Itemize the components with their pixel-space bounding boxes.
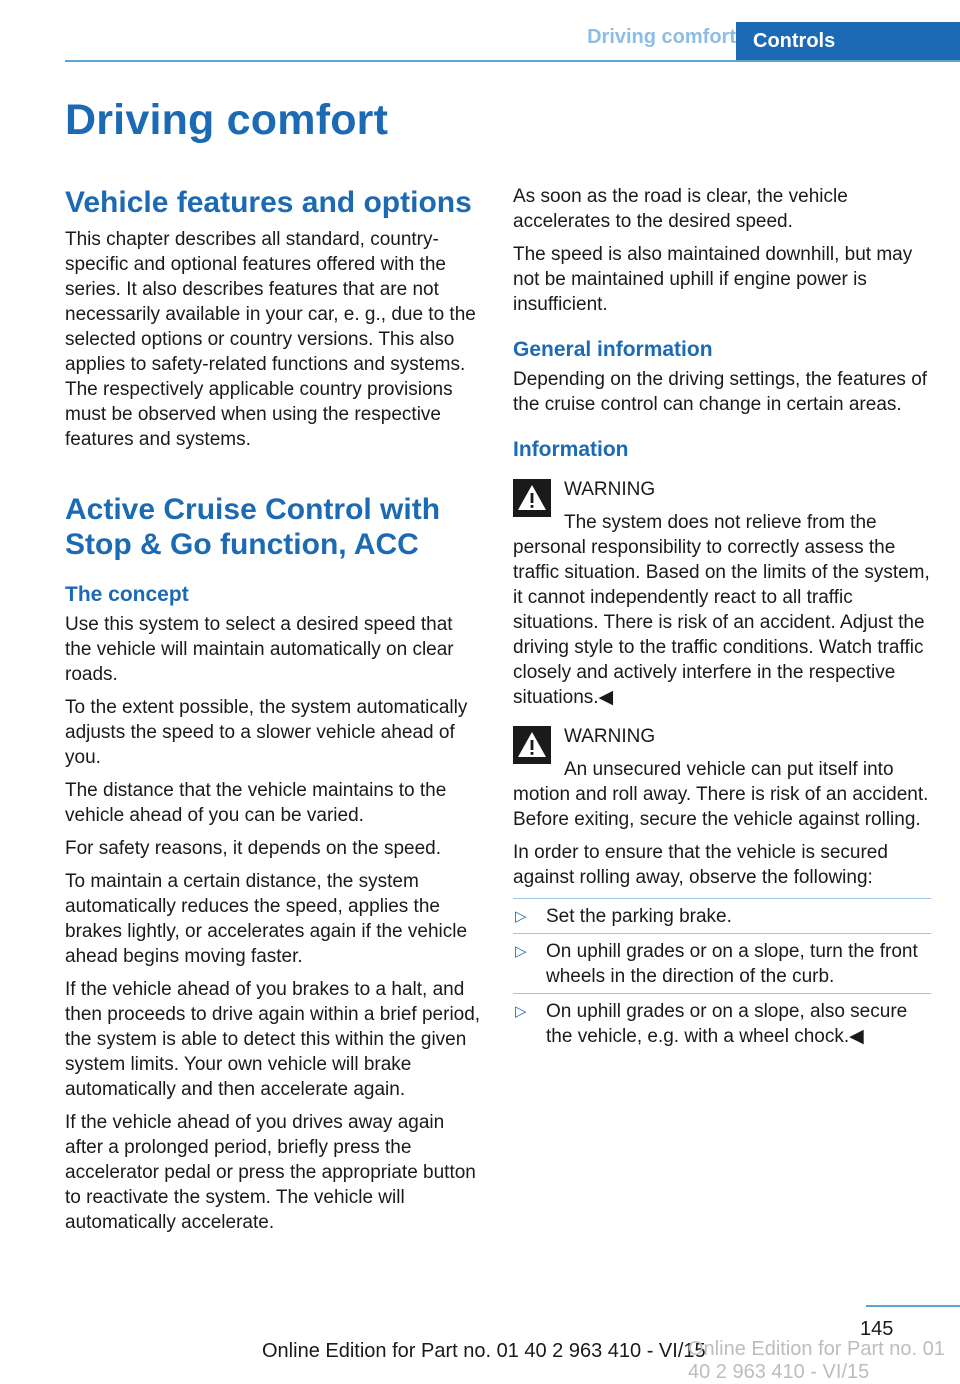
warning-text: The system does not relieve from the personal responsibility to correctly assess the traffic situation. Based on the limits of the system, it cannot independently react to all traffic situations. There is risk of an accident. Adjust the driving style to the traffic conditions. Watch traffic closely and actively interfere in the respective situations.◀ — [513, 512, 930, 708]
body-paragraph: The speed is also maintained downhill, but may not be maintained uphill if engine power is insufficient. — [513, 244, 913, 315]
list-item-text: Set the parking brake. — [546, 906, 732, 927]
warning-text: An unsecured vehicle can put itself into motion and roll away. There is risk of an accident. Before exiting, secure the vehicle against rolling. — [513, 759, 929, 830]
securing-steps-list — [513, 898, 931, 1053]
footer-rule — [866, 1305, 960, 1307]
warning-block — [513, 477, 931, 710]
warning-icon — [513, 479, 551, 517]
list-item — [513, 898, 931, 933]
concept-paragraph: To maintain a certain distance, the system automatically reduces the speed, applies the brakes lightly, or accelerates again if the vehicle ahead begins moving faster. — [65, 871, 468, 967]
information-heading: Information — [513, 438, 629, 461]
general-information-heading: General information — [513, 338, 713, 361]
right-column — [513, 184, 931, 1053]
triangle-bullet-icon: ▷ — [515, 908, 527, 925]
general-information-text: Depending on the driving settings, the features of the cruise control can change in certain areas. — [513, 369, 928, 415]
watermark: Online Edition for Part no. 01 40 2 963 410 - VI/15 — [688, 1338, 945, 1383]
warning-icon — [513, 726, 551, 764]
page-number: 145 — [860, 1318, 894, 1340]
concept-heading: The concept — [65, 583, 189, 606]
concept-paragraph: The distance that the vehicle maintains to the vehicle ahead of you can be varied. — [65, 780, 447, 826]
concept-paragraph: To the extent possible, the system automatically adjusts the speed to a slower vehicle ahead of you. — [65, 697, 468, 768]
page-header — [0, 0, 960, 62]
concept-paragraph: If the vehicle ahead of you brakes to a halt, and then proceeds to drive again within a brief period, the system is able to detect this within the given system limits. Your own vehicle will brake automatically and then accelerate again. — [65, 979, 481, 1100]
concept-paragraph: If the vehicle ahead of you drives away again after a prolonged period, briefly press the accelerator pedal or press the appropriate button to reactivate the system. The vehicle will automatically accelerate. — [65, 1112, 476, 1233]
warning-block — [513, 724, 931, 832]
secure-intro-text: In order to ensure that the vehicle is secured against rolling away, observe the following: — [513, 842, 888, 888]
list-item-text: On uphill grades or on a slope, also secure the vehicle, e.g. with a wheel chock.◀ — [546, 1001, 908, 1047]
triangle-bullet-icon: ▷ — [515, 943, 527, 960]
body-paragraph: As soon as the road is clear, the vehicle accelerates to the desired speed. — [513, 186, 848, 232]
header-rule — [65, 60, 960, 62]
controls-tab[interactable]: Controls — [736, 22, 960, 62]
page-title: Driving comfort — [65, 96, 389, 144]
list-item — [513, 993, 931, 1053]
section-tab[interactable]: Driving comfort — [587, 26, 736, 48]
concept-paragraph: Use this system to select a desired speed that the vehicle will maintain automatically on clear roads. — [65, 614, 454, 685]
vehicle-features-heading: Vehicle features and options — [65, 186, 472, 219]
vehicle-features-text: This chapter describes all standard, country-specific and optional features offered with the series. It also describes features that are not necessarily available in your car, e. g., due to the selected options or country versions. This also applies to safety-related functions and systems. The respectively applicable country provisions must be observed when using the respective features and systems. — [65, 229, 476, 450]
left-column — [65, 185, 483, 1243]
list-item-text: On uphill grades or on a slope, turn the front wheels in the direction of the curb. — [546, 941, 918, 987]
list-item — [513, 933, 931, 993]
triangle-bullet-icon: ▷ — [515, 1003, 527, 1020]
acc-heading: Active Cruise Control with Stop & Go function, ACC — [65, 493, 441, 561]
warning-title: WARNING — [564, 479, 656, 500]
concept-paragraph: For safety reasons, it depends on the speed. — [65, 838, 442, 859]
warning-title: WARNING — [564, 726, 656, 747]
edition-footer: Online Edition for Part no. 01 40 2 963 410 - VI/15 — [262, 1340, 706, 1362]
